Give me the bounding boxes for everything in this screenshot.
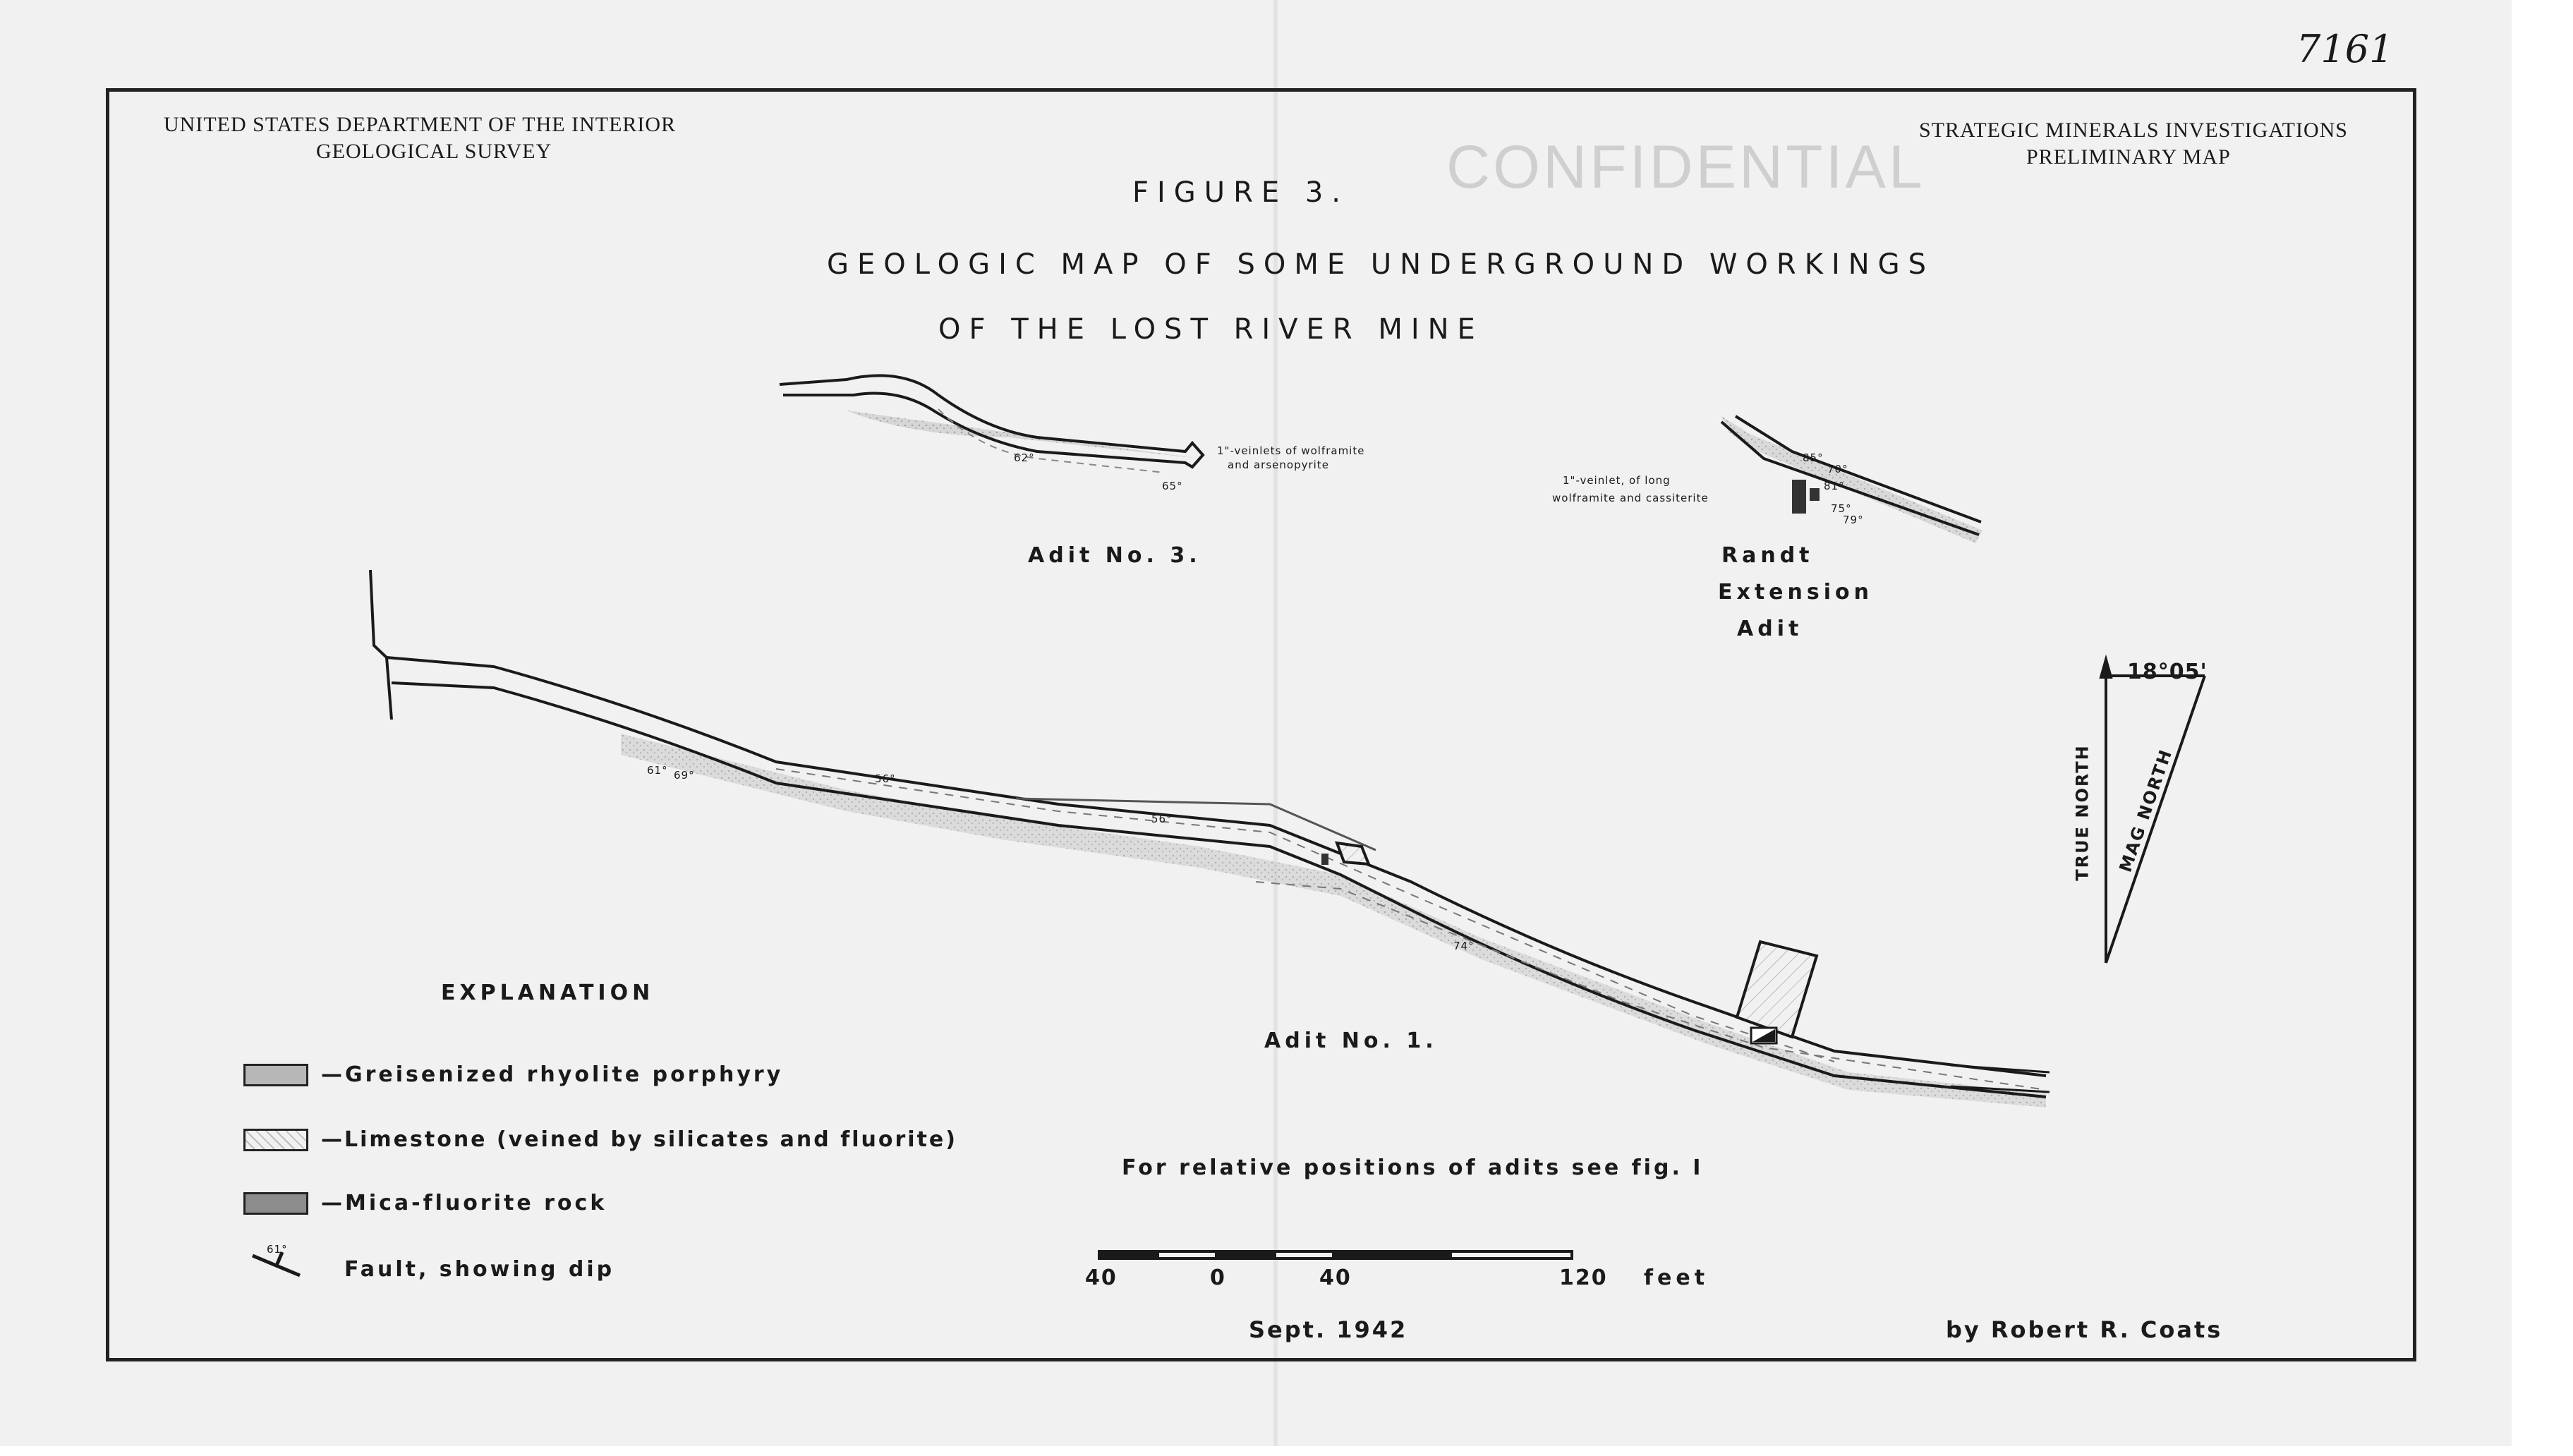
randt-dip: 85° [1803, 451, 1824, 464]
scale-tick-label: 40 [1319, 1266, 1352, 1290]
adit-3-workings [780, 375, 1203, 473]
adit-3-note-line2: and arsenopyrite [1228, 459, 1329, 471]
randt-note-line1: 1"-veinlet, of long [1563, 474, 1671, 487]
figure-number: FIGURE 3. [1132, 176, 1350, 209]
randt-dip: 75° [1831, 502, 1852, 515]
map-title-line1: GEOLOGIC MAP OF SOME UNDERGROUND WORKINGS [827, 248, 1935, 281]
scale-bar [1099, 1251, 1572, 1258]
legend-label-limestone: —Limestone (veined by silicates and fluorite) [321, 1127, 957, 1152]
map-author: by Robert R. Coats [1946, 1316, 2223, 1343]
adit-1-dip: 56° [875, 772, 896, 785]
explanation-heading: EXPLANATION [441, 981, 655, 1005]
adit-1-dip: 61° [647, 764, 668, 777]
true-north-label: TRUE NORTH [2072, 744, 2093, 881]
relative-positions-note: For relative positions of adits see fig. I [1122, 1155, 1704, 1180]
randt-label-line3: Adit [1737, 617, 1803, 641]
adit-3-label: Adit No. 3. [1028, 543, 1201, 568]
randt-dip: 70° [1827, 463, 1848, 475]
randt-dip: 81° [1824, 480, 1845, 492]
legend-label-greisen: —Greisenized rhyolite porphyry [321, 1062, 784, 1087]
page-number: 7161 [2296, 27, 2394, 71]
mag-north-label: MAG NORTH [2115, 746, 2177, 875]
adit-3-dip: 62° [1014, 451, 1035, 464]
legend-swatch-limestone [243, 1129, 308, 1151]
legend-swatch-mica [243, 1192, 308, 1215]
map-title-line2: OF THE LOST RIVER MINE [938, 313, 1484, 346]
scale-tick-label: 120 [1559, 1266, 1608, 1290]
adit-1-dip: 56° [1151, 813, 1173, 825]
randt-note-line2: wolframite and cassiterite [1552, 492, 1709, 504]
scale-tick-label: 0 [1210, 1266, 1226, 1290]
declination-label: 18°05' [2127, 660, 2208, 684]
adit-1-workings [370, 570, 2050, 1108]
legend-swatch-greisen [243, 1064, 308, 1086]
randt-label-line2: Extension [1718, 580, 1873, 605]
scale-tick-label: 40 [1085, 1266, 1118, 1290]
legend-label-fault: Fault, showing dip [344, 1257, 615, 1282]
adit-1-dip: 69° [674, 769, 695, 782]
header-right-line1: STRATEGIC MINERALS INVESTIGATIONS [1919, 119, 2348, 142]
randt-dip: 79° [1843, 514, 1864, 526]
adit-1-dip: 74° [1453, 940, 1475, 952]
adit-1-label: Adit No. 1. [1264, 1029, 1438, 1053]
scale-unit: feet [1644, 1266, 1709, 1290]
legend-label-mica: —Mica-fluorite rock [321, 1191, 607, 1215]
adit-3-dip: 65° [1162, 480, 1183, 492]
randt-label-line1: Randt [1721, 543, 1814, 568]
header-left-line2: GEOLOGICAL SURVEY [316, 140, 552, 163]
header-left-line1: UNITED STATES DEPARTMENT OF THE INTERIOR [164, 113, 677, 136]
map-date: Sept. 1942 [1249, 1316, 1408, 1343]
legend-fault-dip: 61° [267, 1243, 288, 1256]
header-right-line2: PRELIMINARY MAP [2026, 145, 2231, 169]
adit-3-note-line1: 1"-veinlets of wolframite [1217, 444, 1365, 457]
confidential-stamp: CONFIDENTIAL [1446, 133, 1925, 201]
